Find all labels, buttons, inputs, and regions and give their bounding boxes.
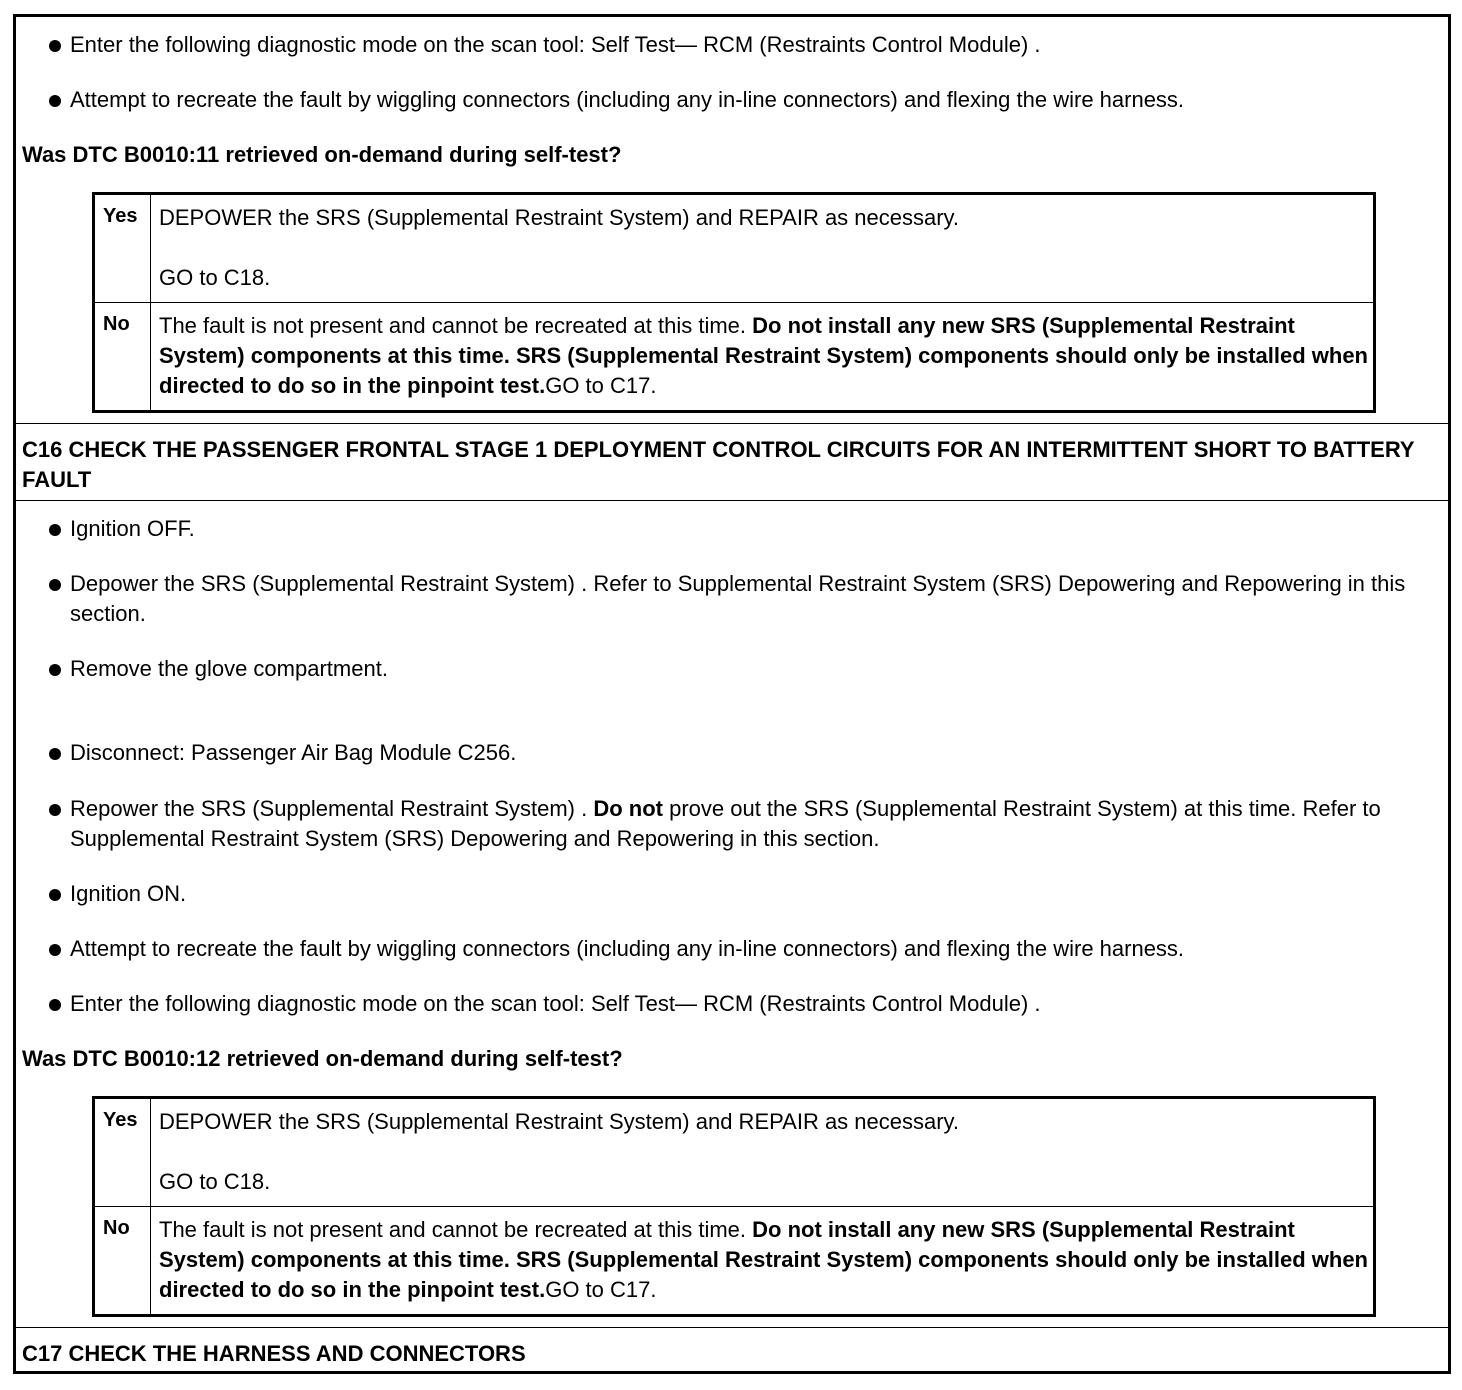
- yes-no-table-1: [92, 192, 1376, 413]
- divider: [16, 1327, 1448, 1328]
- document-frame: [13, 14, 1451, 1374]
- yes-content: [151, 195, 1373, 302]
- list-item-text-part: prove out the SRS (Supplemental Restraint System) at this time. Refer to Supplemental Restraint System (SRS) Depowering and Repowering in this section.: [70, 796, 1381, 851]
- list-item-emphasis: Do not: [593, 796, 663, 821]
- list-item: [70, 794, 1440, 854]
- list-item: [70, 30, 1440, 60]
- question-b0010-11: Was DTC B0010:11 retrieved on-demand during self-test?: [22, 142, 622, 167]
- list-item: [70, 85, 1440, 115]
- step-heading-c16: C16 CHECK THE PASSENGER FRONTAL STAGE 1 DEPLOYMENT CONTROL CIRCUITS FOR AN INTERMITTENT SHORT TO BATTERY FAULT: [22, 437, 1415, 492]
- list-item-text: Disconnect: Passenger Air Bag Module C256.: [70, 740, 517, 765]
- bullet-icon: [49, 579, 61, 591]
- yes-goto: GO to C18.: [159, 265, 271, 290]
- list-item-text: Attempt to recreate the fault by wiggling connectors (including any in-line connectors) and flexing the wire harness.: [70, 87, 1185, 112]
- no-goto: GO to C17.: [545, 373, 657, 398]
- bullet-icon: [49, 95, 61, 107]
- list-item-text: Remove the glove compartment.: [70, 656, 388, 681]
- yes-content: [151, 1099, 1373, 1206]
- no-label: No: [95, 1207, 151, 1314]
- yes-action: DEPOWER the SRS (Supplemental Restraint System) and REPAIR as necessary.: [159, 1109, 960, 1134]
- yes-no-table-2: [92, 1096, 1376, 1317]
- bullet-icon: [49, 944, 61, 956]
- bullet-icon: [49, 804, 61, 816]
- list-item: [70, 569, 1440, 629]
- yes-label: Yes: [95, 1099, 151, 1206]
- yes-row: [95, 195, 1373, 302]
- no-row: [95, 302, 1373, 410]
- list-item: [70, 934, 1440, 964]
- bullet-icon: [49, 999, 61, 1011]
- no-warning: Do not install any new SRS (Supplemental Restraint System) components at this time. SRS (Supplemental Restraint System) components should only be installed when directed to do so in the pinpoint test.: [159, 1217, 1368, 1302]
- bullet-icon: [49, 524, 61, 536]
- list-item: [70, 514, 1440, 544]
- divider: [16, 423, 1448, 424]
- step-heading-c17: C17 CHECK THE HARNESS AND CONNECTORS: [22, 1341, 526, 1366]
- question-b0010-12: Was DTC B0010:12 retrieved on-demand during self-test?: [22, 1046, 623, 1071]
- yes-action: DEPOWER the SRS (Supplemental Restraint System) and REPAIR as necessary.: [159, 205, 960, 230]
- list-item-text: Ignition ON.: [70, 881, 187, 906]
- no-text: The fault is not present and cannot be recreated at this time.: [159, 313, 753, 338]
- no-label: No: [95, 303, 151, 410]
- no-row: [95, 1206, 1373, 1314]
- bullet-icon: [49, 40, 61, 52]
- no-warning: Do not install any new SRS (Supplemental Restraint System) components at this time. SRS (Supplemental Restraint System) components should only be installed when directed to do so in the pinpoint test.: [159, 313, 1368, 398]
- bullet-icon: [49, 748, 61, 760]
- list-item-text: [70, 796, 1381, 851]
- list-item-text: Depower the SRS (Supplemental Restraint System) . Refer to Supplemental Restraint System (SRS) Depowering and Repowering in this section.: [70, 571, 1406, 626]
- no-goto: GO to C17.: [545, 1277, 657, 1302]
- yes-goto: GO to C18.: [159, 1169, 271, 1194]
- list-item-text: Enter the following diagnostic mode on the scan tool: Self Test— RCM (Restraints Control Module) .: [70, 32, 1041, 57]
- list-item-text: Enter the following diagnostic mode on the scan tool: Self Test— RCM (Restraints Control Module) .: [70, 991, 1041, 1016]
- list-item-text-part: Repower the SRS (Supplemental Restraint System) .: [70, 796, 594, 821]
- list-item: [70, 989, 1440, 1019]
- bullet-icon: [49, 889, 61, 901]
- no-content: [151, 1207, 1373, 1314]
- no-content: [151, 303, 1373, 410]
- list-item: [70, 654, 1440, 684]
- divider: [16, 500, 1448, 501]
- yes-row: [95, 1099, 1373, 1206]
- yes-label: Yes: [95, 195, 151, 302]
- list-item-text: Ignition OFF.: [70, 516, 195, 541]
- no-text: The fault is not present and cannot be recreated at this time.: [159, 1217, 753, 1242]
- bullet-icon: [49, 664, 61, 676]
- list-item: [70, 879, 1440, 909]
- list-item-text: Attempt to recreate the fault by wiggling connectors (including any in-line connectors) and flexing the wire harness.: [70, 936, 1185, 961]
- list-item: [70, 738, 1440, 768]
